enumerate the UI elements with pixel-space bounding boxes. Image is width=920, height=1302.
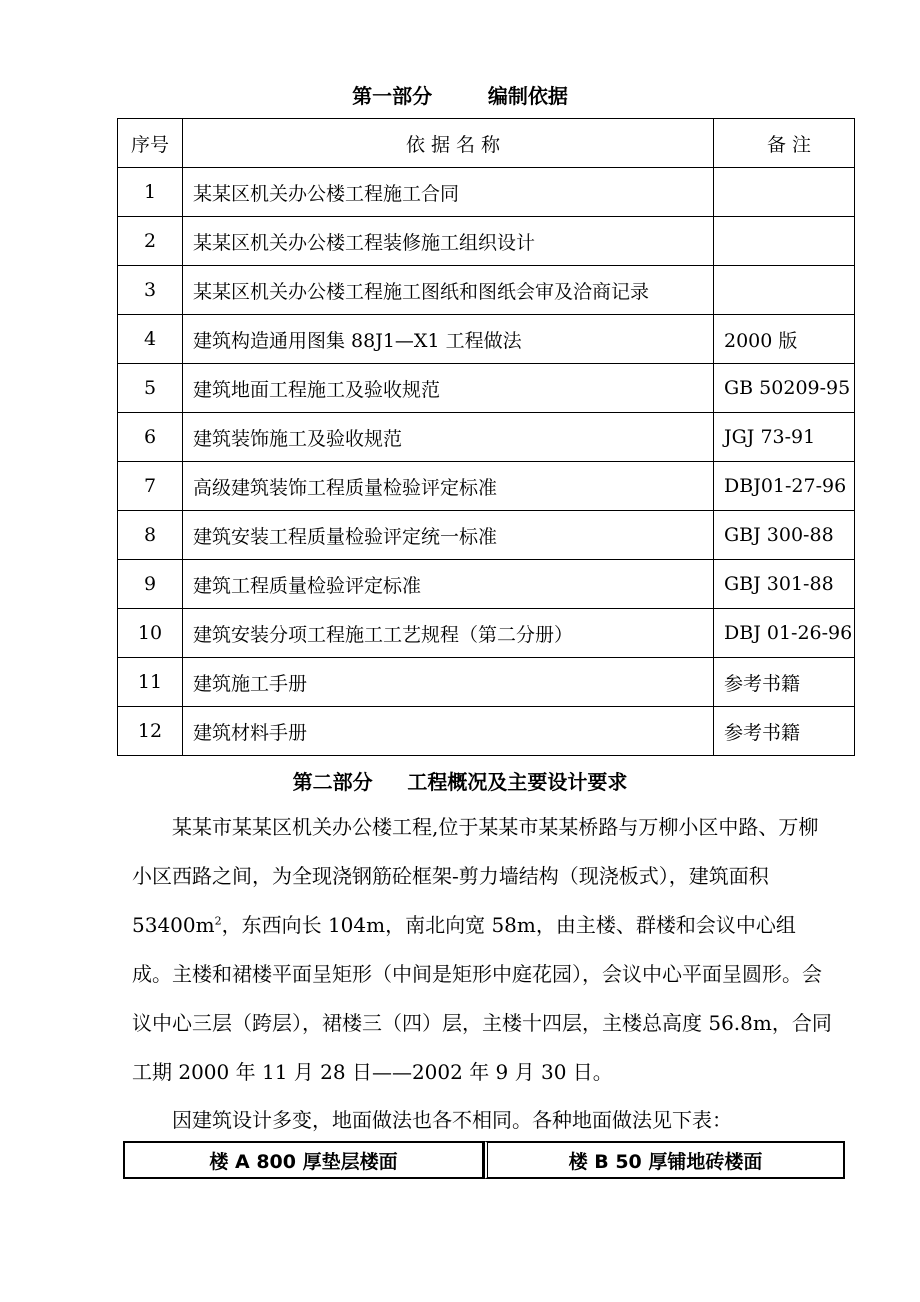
row-name: 建筑材料手册 [183,707,714,756]
row-note [714,168,855,217]
row-note: 参考书籍 [714,707,855,756]
row-name: 建筑工程质量检验评定标准 [183,560,714,609]
table-header-row [118,119,855,168]
row-name: 建筑安装分项工程施工工艺规程（第二分册） [183,609,714,658]
row-no: 7 [118,462,183,511]
row-note: GBJ 301-88 [714,560,855,609]
row-note [714,266,855,315]
table-row [118,511,855,560]
row-note: DBJ 01-26-96 [714,609,855,658]
table-row [118,217,855,266]
row-name: 建筑施工手册 [183,658,714,707]
table-row [118,707,855,756]
overview-text-a: 某某市某某区机关办公楼工程,位于某某市某某桥路与万柳小区中路、万柳小区西路之间，为全现浇钢筋砼框架-剪力墙结构（现浇板式），建筑面积 53400m [132,815,819,937]
overview-text-b: ，东西向长 104m，南北向宽 58m，由主楼、群楼和会议中心组成。主楼和裙楼平面呈矩形（中间是矩形中庭花园），会议中心平面呈圆形。会议中心三层（跨层），裙楼三（四）层，主楼十四层，主楼总高度 56.8m，合同工期 2000 年 11 月 28 日——2002 年 9 月 30 日。 [132,913,832,1084]
row-no: 1 [118,168,183,217]
table-row [118,609,855,658]
overview-sup: 2 [214,914,222,928]
row-name: 建筑构造通用图集 88J1—X1 工程做法 [183,315,714,364]
table-row [118,413,855,462]
row-name: 某某区机关办公楼工程装修施工组织设计 [183,217,714,266]
row-note: DBJ01-27-96 [714,462,855,511]
row-name: 建筑安装工程质量检验评定统一标准 [183,511,714,560]
overview-paragraph [132,803,832,1097]
row-no: 3 [118,266,183,315]
row-note: 参考书籍 [714,658,855,707]
floor-a-header: 楼 A 800 厚垫层楼面 [123,1141,484,1179]
table-row [118,658,855,707]
part2-title: 第二部分 工程概况及主要设计要求 [292,770,628,794]
floor-method-table [123,1141,845,1179]
header-no: 序号 [118,119,183,168]
row-note [714,217,855,266]
row-no: 4 [118,315,183,364]
row-no: 10 [118,609,183,658]
row-note: GBJ 300-88 [714,511,855,560]
table-row [118,266,855,315]
row-name: 某某区机关办公楼工程施工图纸和图纸会审及洽商记录 [183,266,714,315]
row-no: 5 [118,364,183,413]
row-no: 9 [118,560,183,609]
header-name: 依 据 名 称 [183,119,714,168]
row-name: 某某区机关办公楼工程施工合同 [183,168,714,217]
row-no: 2 [118,217,183,266]
row-name: 高级建筑装饰工程质量检验评定标准 [183,462,714,511]
part1-title: 第一部分 编制依据 [352,84,568,108]
table-row [118,364,855,413]
row-name: 建筑装饰施工及验收规范 [183,413,714,462]
table-row [118,462,855,511]
row-note: GB 50209-95 [714,364,855,413]
row-no: 11 [118,658,183,707]
table-row [118,315,855,364]
row-note: JGJ 73-91 [714,413,855,462]
table-row [118,168,855,217]
row-name: 建筑地面工程施工及验收规范 [183,364,714,413]
table-row [118,560,855,609]
floor-table-header [123,1141,845,1179]
header-note: 备 注 [714,119,855,168]
row-no: 8 [118,511,183,560]
floor-intro-text: 因建筑设计多变，地面做法也各不相同。各种地面做法见下表： [172,1108,732,1132]
row-no: 12 [118,707,183,756]
row-no: 6 [118,413,183,462]
row-note: 2000 版 [714,315,855,364]
floor-b-header: 楼 B 50 厚铺地砖楼面 [484,1141,845,1179]
basis-table [117,118,855,756]
floor-intro-paragraph [132,1096,832,1145]
